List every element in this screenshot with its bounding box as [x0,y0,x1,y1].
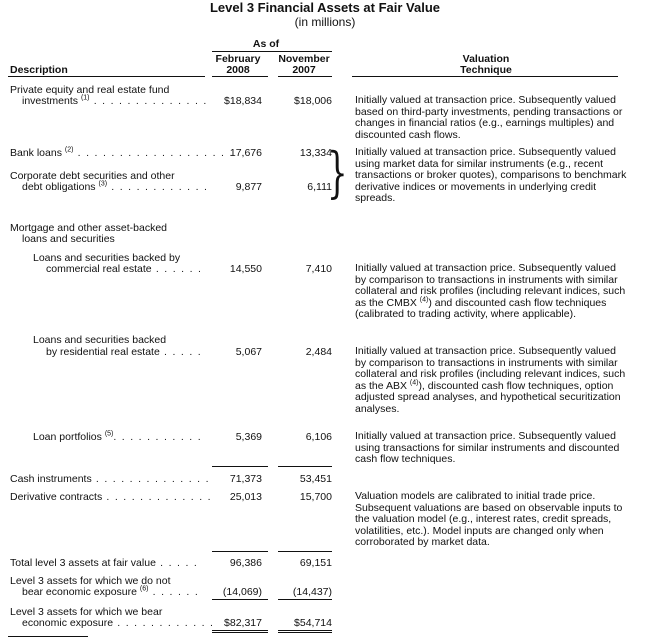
bear-label-1: Level 3 assets for which we bear [10,606,163,618]
corp-label-2: debt obligations $^{(3)}$ . . . . . . . . . . . . [22,180,209,193]
lp-valuation: Initially valued at transaction price. Subsequently valued using transactions for similar instruments and discounted cash flow techniques. [355,430,620,466]
as-of-header: As of [252,38,280,50]
lp-nov-value: 6,106 [305,431,332,443]
rre-valuation: Initially valued at transaction price. Subsequently valued by comparison to transactions in instruments with similar collateral and risk profiles (including relevant indices, such as the ABX $^{(4)}$), discounted cash flow techniques, option adjusted spread analyses, and hypothetical securitization analyses. [355,345,626,415]
bank-nov-value: 13,334 [299,147,332,159]
description-rule [8,76,205,77]
deriv-feb-value: 25,013 [229,491,262,503]
total-rule-feb [212,551,268,552]
total-rule-nov [278,551,332,552]
cre-label-2: commercial real estate . . . . . . [46,263,203,275]
pe-feb-value: $18,834 [224,95,262,107]
grouping-brace: } [327,141,348,204]
footnote-rule [8,636,88,637]
deriv-label: Derivative contracts . . . . . . . . . . . . . [10,491,212,503]
corp-label-1: Corporate debt securities and other [10,170,175,182]
valuation-rule [352,76,618,77]
total-label: Total level 3 assets at fair value . . . . . [10,557,199,569]
col-nov-header-2: 2007 [292,64,316,76]
cash-feb-value: 71,373 [229,473,262,485]
deriv-nov-value: 15,700 [299,491,332,503]
valuation-header-2: Technique [460,64,512,76]
mortgage-label-2: loans and securities [22,233,115,245]
col-feb-header-2: 2008 [226,64,250,76]
cash-nov-value: 53,451 [299,473,332,485]
cre-label-1: Loans and securities backed by [33,252,181,264]
table-title: Level 3 Financial Assets at Fair Value [209,0,440,15]
cash-label: Cash instruments . . . . . . . . . . . . . . [10,473,210,485]
pe-nov-value: $18,006 [294,95,332,107]
total-nov-value: 69,151 [299,557,332,569]
nobear-nov-value: (14,437) [292,586,332,598]
rre-label-1: Loans and securities backed [33,334,167,346]
nobear-feb-value: (14,069) [222,586,262,598]
bear-nov-value: $54,714 [294,617,332,629]
final-rule-nov-2 [278,632,332,633]
table-subtitle: (in millions) [294,15,356,29]
pe-valuation: Initially valued at transaction price. Subsequently valued based on third-party investments, pending transactions or changes in financial ratios (e.g., earnings multiples) and discounted cash flows. [355,94,623,141]
corp-feb-value: 9,877 [235,181,262,193]
bank-valuation: Initially valued at transaction price. Subsequently valued using market data for similar instruments (e.g., recent transactions or broker quotes), comparisons to benchmark derivative indices or movements in underlying credit spreads. [355,146,627,205]
bear-feb-value: $82,317 [224,617,262,629]
bank-label: Bank loans $^{(2)}$ . . . . . . . . . . . . . . . . . . . [10,146,234,159]
final-rule-feb-2 [212,632,268,633]
total-feb-value: 96,386 [229,557,262,569]
final-rule-feb-1 [212,630,268,631]
cre-feb-value: 14,550 [229,263,262,275]
bank-feb-value: 17,676 [229,147,262,159]
bear-label-2: economic exposure . . . . . . . . . . . . [22,617,215,629]
net-rule-feb [212,599,268,600]
col-feb-rule [212,76,268,77]
col-feb-header-1: February [215,53,261,65]
nobear-label-2: bear economic exposure $^{(6)}$ . . . . . . [22,585,200,598]
pe-label-2: investments $^{(1)}$ . . . . . . . . . . . . . . [22,94,208,107]
description-header: Description [10,64,68,76]
col-nov-header-1: November [278,53,330,65]
lp-label: Loan portfolios $^{(5)}$. . . . . . . . . . . [33,430,202,443]
final-rule-nov-1 [278,630,332,631]
corp-nov-value: 6,111 [307,181,332,193]
deriv-valuation: Valuation models are calibrated to initial trade price. Subsequent valuations are based on observable inputs to the valuation model (e.g., interest rates, credit spreads, volatilities, etc.). Model inputs are changed only when corroborated by market data. [355,490,623,549]
col-nov-rule [278,76,332,77]
subtotal-rule-nov [278,466,332,467]
rre-label-2: by residential real estate . . . . . [46,346,203,358]
lp-feb-value: 5,369 [235,431,262,443]
cre-valuation: Initially valued at transaction price. Subsequently valued by comparison to transactions in instruments with similar collateral and risk profiles (including relevant indices, such as the CMBX $^{(4)}$) and discounted cash flow techniques (calibrated to trading activity, where applicable). [355,262,626,321]
rre-feb-value: 5,067 [235,346,262,358]
net-rule-nov [278,599,332,600]
rre-nov-value: 2,484 [305,346,332,358]
subtotal-rule-feb [212,466,268,467]
cre-nov-value: 7,410 [305,263,332,275]
valuation-header-1: Valuation [462,53,510,65]
nobear-label-1: Level 3 assets for which we do not [10,575,171,587]
mortgage-label-1: Mortgage and other asset-backed [10,222,168,234]
pe-label-1: Private equity and real estate fund [10,84,170,96]
as-of-rule [212,51,332,52]
